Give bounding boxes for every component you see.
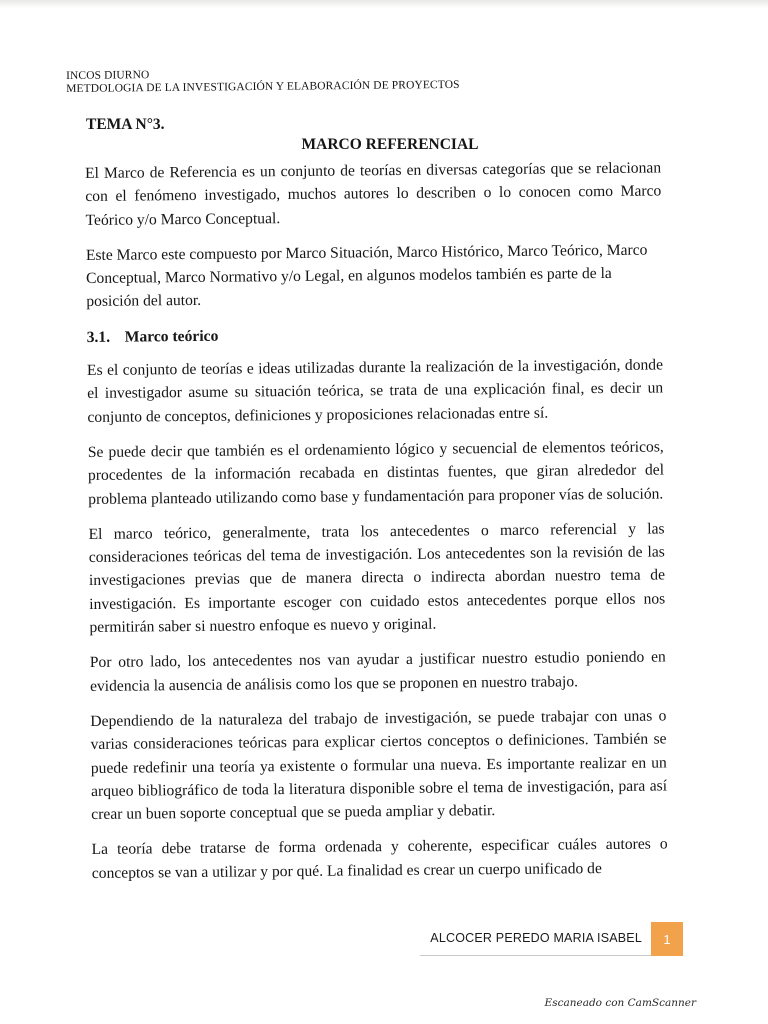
- paragraph: El Marco de Referencia es un conjunto de teorías en diversas categorías que se relacionan con el fenómeno investigado, muchos autores lo describen o lo conocen como Marco Teórico y/o Marco Conceptual.: [85, 159, 662, 229]
- document-body: [85, 156, 668, 897]
- paragraph: Dependiendo de la naturaleza del trabajo de investigación, se puede trabajar con unas o varias consideraciones teóricas para explicar ciertos conceptos o definiciones. También se puede redefinir una teoría ya existente o formular una nueva. Es importante realizar en un arqueo bibliográfico de toda la literatura disponible sobre el tema de investigación, para así crear un buen soporte conceptual que se pueda ampliar y debatir.: [90, 707, 668, 824]
- scanner-watermark: Escaneado con CamScanner: [544, 997, 696, 1009]
- paragraph: Por otro lado, los antecedentes nos van ayudar a justificar nuestro estudio poniendo en evidencia la ausencia de análisis como los que se proponen en nuestro trabajo.: [89, 648, 666, 695]
- section-title: Marco teórico: [124, 327, 219, 346]
- header-institution: INCOS DIURNO: [66, 69, 150, 82]
- section-heading: [87, 320, 663, 349]
- header-course: METDOLOGIA DE LA INVESTIGACIÓN Y ELABORACIÓN DE PROYECTOS: [66, 78, 460, 95]
- page-number-badge: 1: [651, 922, 683, 956]
- paragraph: Se puede decir que también es el ordenamiento lógico y secuencial de elementos teóricos, procedentes de la información recabada en distintas fuentes, que giran alrededor del problema planteado utilizando como base y fundamentación para proponer vías de solución.: [87, 438, 665, 508]
- page-footer: [0, 920, 768, 956]
- footer-author: ALCOCER PEREDO MARIA ISABEL: [430, 931, 642, 945]
- paragraph: Este Marco este compuesto por Marco Situación, Marco Histórico, Marco Teórico, Marco Conceptual, Marco Normativo y/o Legal, en algunos modelos también es parte de la posición del autor.: [85, 241, 648, 311]
- topic-number: TEMA N°3.: [86, 116, 165, 133]
- paragraph: Es el conjunto de teorías e ideas utilizadas durante la realización de la investigación, donde el investigador asume su situación teórica, se trata de una explicación final, es decir un conjunto de conceptos, definiciones y proposiciones relacionadas entre sí.: [86, 356, 664, 426]
- paragraph: La teoría debe tratarse de forma ordenada y coherente, especificar cuáles autores o conceptos se van a utilizar y por qué. La finalidad es crear un cuerpo unificado de: [91, 835, 668, 882]
- document-header: [66, 66, 460, 96]
- section-number: 3.1.: [86, 328, 111, 346]
- paragraph: El marco teórico, generalmente, trata los antecedentes o marco referencial y las consideraciones teóricas del tema de investigación. Los antecedentes son la revisión de las investigaciones previas que de manera directa o indirecta abordan nuestro tema de investigación. Es importante escoger con cuidado estos antecedentes porque ellos nos permitirán saber si nuestro enfoque es nuevo y original.: [88, 520, 666, 637]
- scan-edge-shadow: [0, 0, 768, 8]
- footer-divider: [420, 955, 651, 956]
- page-title: MARCO REFERENCIAL: [301, 136, 479, 153]
